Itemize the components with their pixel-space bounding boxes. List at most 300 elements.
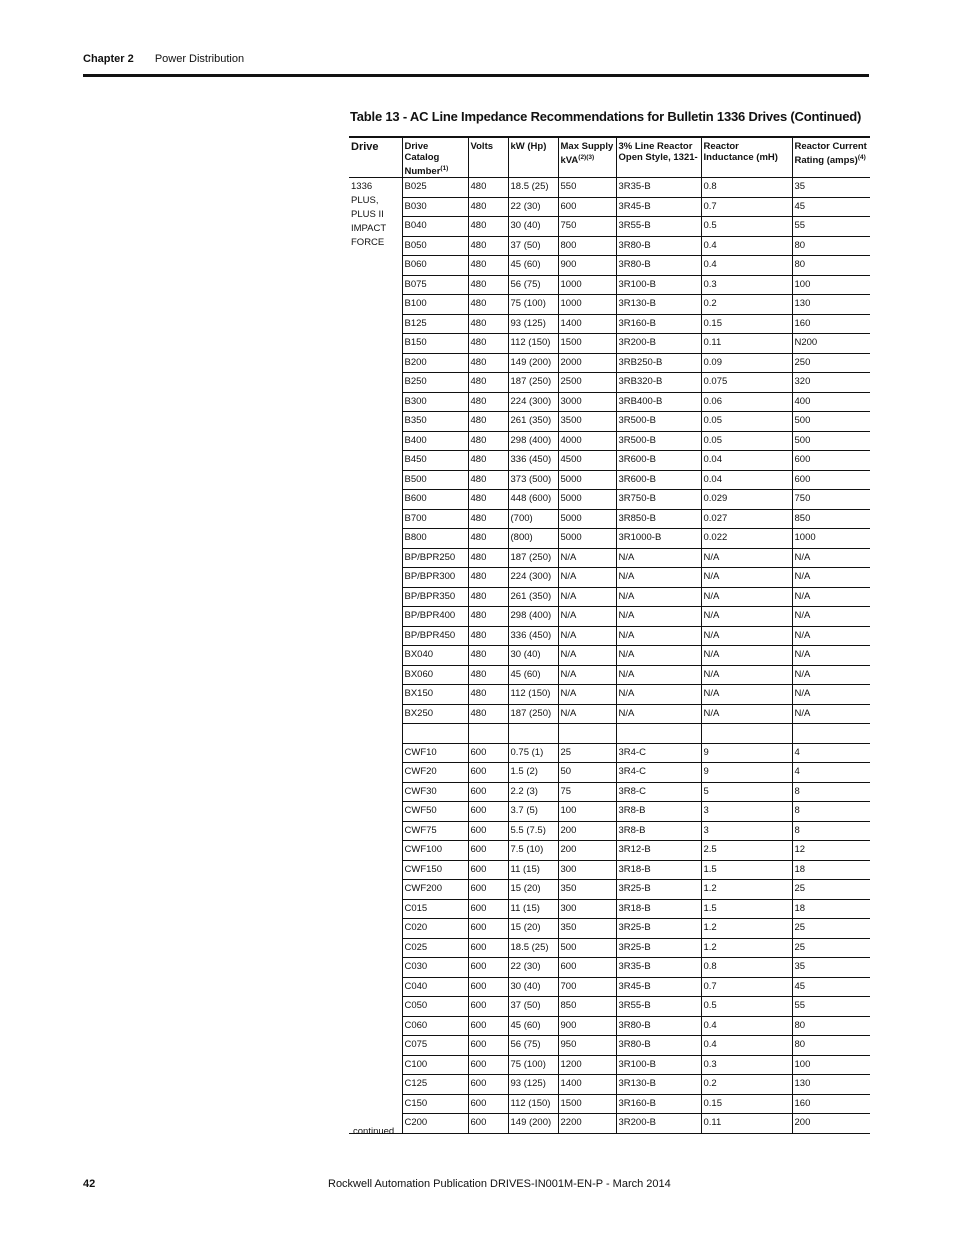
table-cell: 3R850-B: [616, 509, 701, 529]
column-header-label: Reactor Inductance (mH): [703, 141, 778, 163]
table-cell: 480: [468, 509, 508, 529]
table-row: [349, 782, 870, 802]
table-cell: B400: [402, 431, 468, 451]
table-cell: 550: [558, 178, 616, 198]
table-cell: 8: [792, 802, 870, 822]
table-cell: 22 (30): [508, 197, 558, 217]
table-row: [349, 1075, 870, 1095]
table-cell: 480: [468, 529, 508, 549]
table-cell: 1.5: [701, 860, 792, 880]
table-cell: 22 (30): [508, 958, 558, 978]
table-cell: CWF50: [402, 802, 468, 822]
table-cell: 9: [701, 743, 792, 763]
table-cell: 600: [468, 1114, 508, 1134]
table-cell: 3R35-B: [616, 178, 701, 198]
footnote-ref: (2)(3): [578, 154, 595, 161]
table-cell: C030: [402, 958, 468, 978]
table-row: [349, 880, 870, 900]
table-cell: 0.2: [701, 1075, 792, 1095]
continued-note: continued: [353, 1126, 395, 1137]
table-cell: 25: [792, 938, 870, 958]
table-cell: [468, 724, 508, 744]
table-cell: B125: [402, 314, 468, 334]
table-cell: 480: [468, 490, 508, 510]
table-cell: 224 (300): [508, 568, 558, 588]
table-row: [349, 392, 870, 412]
table-cell: 0.11: [701, 1114, 792, 1134]
column-header: [402, 137, 468, 178]
table-cell: B500: [402, 470, 468, 490]
table-cell: 448 (600): [508, 490, 558, 510]
table-cell: 600: [558, 958, 616, 978]
table-cell: 3RB320-B: [616, 373, 701, 393]
table-cell: N/A: [792, 665, 870, 685]
table-row: [349, 646, 870, 666]
table-cell: BP/BPR400: [402, 607, 468, 627]
table-cell: 336 (450): [508, 626, 558, 646]
table-cell: 850: [558, 997, 616, 1017]
table-cell: 93 (125): [508, 314, 558, 334]
table-cell: 3R600-B: [616, 470, 701, 490]
table-cell: 900: [558, 1016, 616, 1036]
table-cell: 8: [792, 782, 870, 802]
table-cell: 149 (200): [508, 1114, 558, 1134]
table-cell: 3R25-B: [616, 880, 701, 900]
table-cell: 3R55-B: [616, 217, 701, 237]
table-cell: 1.5: [701, 899, 792, 919]
table-cell: 600: [468, 899, 508, 919]
table-cell: 200: [792, 1114, 870, 1134]
column-header-label: Drive Catalog Number: [404, 141, 441, 178]
impedance-table: [349, 136, 870, 1134]
table-row: [349, 295, 870, 315]
table-cell: 5: [701, 782, 792, 802]
table-cell: B050: [402, 236, 468, 256]
table-cell: 3R4-C: [616, 763, 701, 783]
table-cell: 480: [468, 568, 508, 588]
footnote-ref: (1): [440, 165, 449, 172]
table-cell: 750: [558, 217, 616, 237]
table-row: [349, 626, 870, 646]
table-cell: 2500: [558, 373, 616, 393]
table-cell: 600: [558, 197, 616, 217]
table-cell: CWF20: [402, 763, 468, 783]
table-cell: 9: [701, 763, 792, 783]
table-cell: 0.04: [701, 451, 792, 471]
table-cell: BP/BPR250: [402, 548, 468, 568]
table-cell: 600: [468, 1016, 508, 1036]
table-cell: N/A: [792, 587, 870, 607]
table-cell: 480: [468, 236, 508, 256]
table-row: [349, 197, 870, 217]
table-cell: 187 (250): [508, 373, 558, 393]
table-cell: 1500: [558, 1094, 616, 1114]
table-cell: C050: [402, 997, 468, 1017]
table-cell: 3R130-B: [616, 1075, 701, 1095]
table-cell: 1.2: [701, 880, 792, 900]
table-cell: N/A: [701, 665, 792, 685]
table-row: [349, 275, 870, 295]
column-header-label: Reactor Current Rating (amps): [794, 141, 867, 167]
table-cell: 480: [468, 626, 508, 646]
table-cell: 75 (100): [508, 295, 558, 315]
table-cell: 4: [792, 763, 870, 783]
table-cell: 3R45-B: [616, 197, 701, 217]
table-row: [349, 373, 870, 393]
table-cell: 50: [558, 763, 616, 783]
table-cell: 0.09: [701, 353, 792, 373]
table-cell: 600: [792, 470, 870, 490]
column-header: [468, 137, 508, 178]
table-cell: C025: [402, 938, 468, 958]
table-cell: 0.06: [701, 392, 792, 412]
table-cell: 600: [468, 860, 508, 880]
table-cell: N/A: [558, 548, 616, 568]
table-cell: B200: [402, 353, 468, 373]
table-cell: 0.05: [701, 431, 792, 451]
table-cell: 1000: [558, 275, 616, 295]
table-cell: 480: [468, 392, 508, 412]
table-cell: N/A: [792, 646, 870, 666]
table-cell: 4500: [558, 451, 616, 471]
table-row: [349, 1036, 870, 1056]
table-row: [349, 1016, 870, 1036]
table-cell: B025: [402, 178, 468, 198]
table-cell: 0.11: [701, 334, 792, 354]
table-cell: (700): [508, 509, 558, 529]
table-cell: 298 (400): [508, 431, 558, 451]
table-cell: 3RB250-B: [616, 353, 701, 373]
column-header-label: 3% Line Reactor Open Style, 1321-: [618, 141, 698, 163]
table-cell: 600: [468, 743, 508, 763]
table-cell: 850: [792, 509, 870, 529]
table-cell: 3R18-B: [616, 899, 701, 919]
table-cell: B075: [402, 275, 468, 295]
table-cell: BP/BPR350: [402, 587, 468, 607]
table-cell: 350: [558, 880, 616, 900]
table-cell: 55: [792, 997, 870, 1017]
table-cell: 480: [468, 685, 508, 705]
table-cell: 75 (100): [508, 1055, 558, 1075]
table-row: [349, 802, 870, 822]
table-cell: N/A: [558, 607, 616, 627]
table-row: [349, 919, 870, 939]
table-cell: N/A: [701, 626, 792, 646]
table-cell: 600: [468, 997, 508, 1017]
table-cell: 130: [792, 1075, 870, 1095]
table-cell: 336 (450): [508, 451, 558, 471]
table-cell: 480: [468, 646, 508, 666]
table-row: [349, 548, 870, 568]
table-cell: 1.2: [701, 938, 792, 958]
table-cell: 37 (50): [508, 997, 558, 1017]
table-row: [349, 568, 870, 588]
table-title: Table 13 - AC Line Impedance Recommendations for Bulletin 1336 Drives (Continued): [350, 109, 862, 124]
table-cell: 25: [792, 880, 870, 900]
table-cell: 15 (20): [508, 880, 558, 900]
table-cell: [558, 724, 616, 744]
table-cell: 261 (350): [508, 412, 558, 432]
table-cell: 45 (60): [508, 1016, 558, 1036]
table-cell: N200: [792, 334, 870, 354]
table-cell: 950: [558, 1036, 616, 1056]
table-cell: 80: [792, 256, 870, 276]
table-cell: 3RB400-B: [616, 392, 701, 412]
running-header: [83, 53, 244, 65]
table-cell: N/A: [616, 587, 701, 607]
table-cell: 373 (500): [508, 470, 558, 490]
table-cell: 3R600-B: [616, 451, 701, 471]
table-cell: BP/BPR450: [402, 626, 468, 646]
table-cell: 600: [468, 1036, 508, 1056]
table-body: [349, 178, 870, 1134]
table-cell: 750: [792, 490, 870, 510]
table-row: [349, 665, 870, 685]
table-cell: 600: [792, 451, 870, 471]
table-cell: 8: [792, 821, 870, 841]
table-cell: 0.029: [701, 490, 792, 510]
table-row: [349, 353, 870, 373]
table-row: [349, 1114, 870, 1134]
table-cell: 480: [468, 607, 508, 627]
table-cell: 3R25-B: [616, 938, 701, 958]
table-cell: 3R100-B: [616, 275, 701, 295]
table-row: [349, 587, 870, 607]
table-cell: 100: [558, 802, 616, 822]
table-cell: B060: [402, 256, 468, 276]
table-cell: N/A: [616, 568, 701, 588]
table-cell: 600: [468, 1075, 508, 1095]
table-row: [349, 178, 870, 198]
table-cell: [792, 724, 870, 744]
table-cell: 5.5 (7.5): [508, 821, 558, 841]
table-cell: 480: [468, 587, 508, 607]
table-cell: N/A: [558, 626, 616, 646]
table-cell: 480: [468, 665, 508, 685]
table-cell: 600: [468, 782, 508, 802]
table-cell: 0.022: [701, 529, 792, 549]
table-row: [349, 743, 870, 763]
table-cell: (800): [508, 529, 558, 549]
table-cell: 2000: [558, 353, 616, 373]
table-cell: N/A: [616, 646, 701, 666]
table-cell: 35: [792, 958, 870, 978]
table-cell: 3R45-B: [616, 977, 701, 997]
table-cell: [402, 724, 468, 744]
table-cell: N/A: [792, 704, 870, 724]
table-cell: N/A: [558, 568, 616, 588]
table-cell: 3R35-B: [616, 958, 701, 978]
table-cell: B300: [402, 392, 468, 412]
column-header: [349, 137, 402, 178]
table-cell: 80: [792, 1016, 870, 1036]
table-cell: 30 (40): [508, 217, 558, 237]
table-cell: C200: [402, 1114, 468, 1134]
table-cell: N/A: [792, 548, 870, 568]
table-cell: 112 (150): [508, 1094, 558, 1114]
table-cell: B030: [402, 197, 468, 217]
section-label: Power Distribution: [154, 53, 245, 65]
table-cell: BX250: [402, 704, 468, 724]
table-cell: 0.2: [701, 295, 792, 315]
table-cell: CWF200: [402, 880, 468, 900]
table-cell: 1000: [792, 529, 870, 549]
column-header: [701, 137, 792, 178]
table-cell: CWF30: [402, 782, 468, 802]
table-cell: 1400: [558, 314, 616, 334]
table-cell: 3R8-C: [616, 782, 701, 802]
table-cell: BX150: [402, 685, 468, 705]
table-cell: 0.5: [701, 997, 792, 1017]
table-cell: 18: [792, 860, 870, 880]
table-cell: 200: [558, 821, 616, 841]
table-header-row: [349, 137, 870, 178]
table-cell: 480: [468, 431, 508, 451]
table-cell: 80: [792, 236, 870, 256]
table-cell: 3R8-B: [616, 821, 701, 841]
table-cell: B040: [402, 217, 468, 237]
table-cell: 480: [468, 295, 508, 315]
column-header: [616, 137, 701, 178]
table-cell: 0.75 (1): [508, 743, 558, 763]
table-cell: 600: [468, 977, 508, 997]
table-cell: 45 (60): [508, 256, 558, 276]
table-cell: 3: [701, 802, 792, 822]
table-cell: 1500: [558, 334, 616, 354]
table-cell: B100: [402, 295, 468, 315]
table-cell: 5000: [558, 490, 616, 510]
table-cell: 200: [558, 841, 616, 861]
table-cell: 0.8: [701, 958, 792, 978]
table-cell: 3R500-B: [616, 431, 701, 451]
table-cell: C075: [402, 1036, 468, 1056]
table-cell: N/A: [616, 704, 701, 724]
table-cell: 37 (50): [508, 236, 558, 256]
column-header-label: kW (Hp): [510, 141, 547, 152]
table-row: [349, 899, 870, 919]
table-cell: N/A: [616, 548, 701, 568]
table-cell: 0.4: [701, 236, 792, 256]
table-row: [349, 1094, 870, 1114]
table-cell: 3R80-B: [616, 236, 701, 256]
table-cell: C125: [402, 1075, 468, 1095]
table-cell: 0.7: [701, 197, 792, 217]
table-cell: BX040: [402, 646, 468, 666]
table-cell: N/A: [701, 607, 792, 627]
table-cell: C015: [402, 899, 468, 919]
table-cell: 600: [468, 958, 508, 978]
table-cell: N/A: [701, 704, 792, 724]
table-cell: 3R25-B: [616, 919, 701, 939]
table-cell: 100: [792, 275, 870, 295]
table-cell: BX060: [402, 665, 468, 685]
table-cell: 3R8-B: [616, 802, 701, 822]
table-cell: 30 (40): [508, 977, 558, 997]
table-cell: 350: [558, 919, 616, 939]
table-cell: 480: [468, 217, 508, 237]
table-cell: N/A: [792, 626, 870, 646]
table-cell: 480: [468, 178, 508, 198]
drive-group-text: 1336 PLUS, PLUS II IMPACT FORCE: [351, 181, 387, 249]
table-cell: 56 (75): [508, 275, 558, 295]
table-row: [349, 860, 870, 880]
table-cell: 187 (250): [508, 548, 558, 568]
column-header-label: Drive: [351, 141, 379, 153]
table-cell: 0.7: [701, 977, 792, 997]
table-row: [349, 509, 870, 529]
table-cell: 600: [468, 821, 508, 841]
table-cell: N/A: [558, 685, 616, 705]
table-cell: 600: [468, 1094, 508, 1114]
table-cell: C060: [402, 1016, 468, 1036]
table-cell: 800: [558, 236, 616, 256]
table-cell: 45: [792, 197, 870, 217]
table-cell: 112 (150): [508, 334, 558, 354]
table-row: [349, 763, 870, 783]
table-cell: 0.5: [701, 217, 792, 237]
table-row: [349, 977, 870, 997]
table-row: [349, 256, 870, 276]
table-cell: N/A: [701, 685, 792, 705]
table-cell: 3.7 (5): [508, 802, 558, 822]
table-row: [349, 685, 870, 705]
table-cell: 11 (15): [508, 899, 558, 919]
table-cell: N/A: [616, 665, 701, 685]
table-cell: 3R200-B: [616, 334, 701, 354]
table-cell: 4: [792, 743, 870, 763]
table-cell: 2200: [558, 1114, 616, 1134]
table-row: [349, 470, 870, 490]
table-cell: C040: [402, 977, 468, 997]
table-cell: N/A: [616, 607, 701, 627]
table-cell: 0.075: [701, 373, 792, 393]
table-cell: 320: [792, 373, 870, 393]
table-cell: 5000: [558, 509, 616, 529]
table-cell: 1200: [558, 1055, 616, 1075]
table-cell: 18.5 (25): [508, 938, 558, 958]
table-cell: 0.4: [701, 256, 792, 276]
table-row: [349, 412, 870, 432]
chapter-label: Chapter 2: [83, 53, 134, 65]
table-cell: C100: [402, 1055, 468, 1075]
table-cell: 500: [792, 431, 870, 451]
table-cell: 3R4-C: [616, 743, 701, 763]
table-cell: B700: [402, 509, 468, 529]
header-rule: [83, 74, 869, 77]
table-cell: N/A: [701, 646, 792, 666]
table-cell: 3R200-B: [616, 1114, 701, 1134]
table-cell: N/A: [792, 685, 870, 705]
table-cell: 0.3: [701, 1055, 792, 1075]
table-cell: 900: [558, 256, 616, 276]
table-cell: B450: [402, 451, 468, 471]
table-row: [349, 821, 870, 841]
table-cell: 2.5: [701, 841, 792, 861]
table-cell: N/A: [558, 665, 616, 685]
column-header-label: Volts: [470, 141, 494, 152]
table-cell: N/A: [616, 626, 701, 646]
table-cell: 600: [468, 938, 508, 958]
table-cell: 600: [468, 802, 508, 822]
table-cell: 480: [468, 373, 508, 393]
table-cell: 45 (60): [508, 665, 558, 685]
table-row: [349, 841, 870, 861]
table-cell: 3R12-B: [616, 841, 701, 861]
table-cell: 160: [792, 1094, 870, 1114]
table-cell: 3R80-B: [616, 1016, 701, 1036]
table-cell: 300: [558, 860, 616, 880]
table-cell: [508, 724, 558, 744]
